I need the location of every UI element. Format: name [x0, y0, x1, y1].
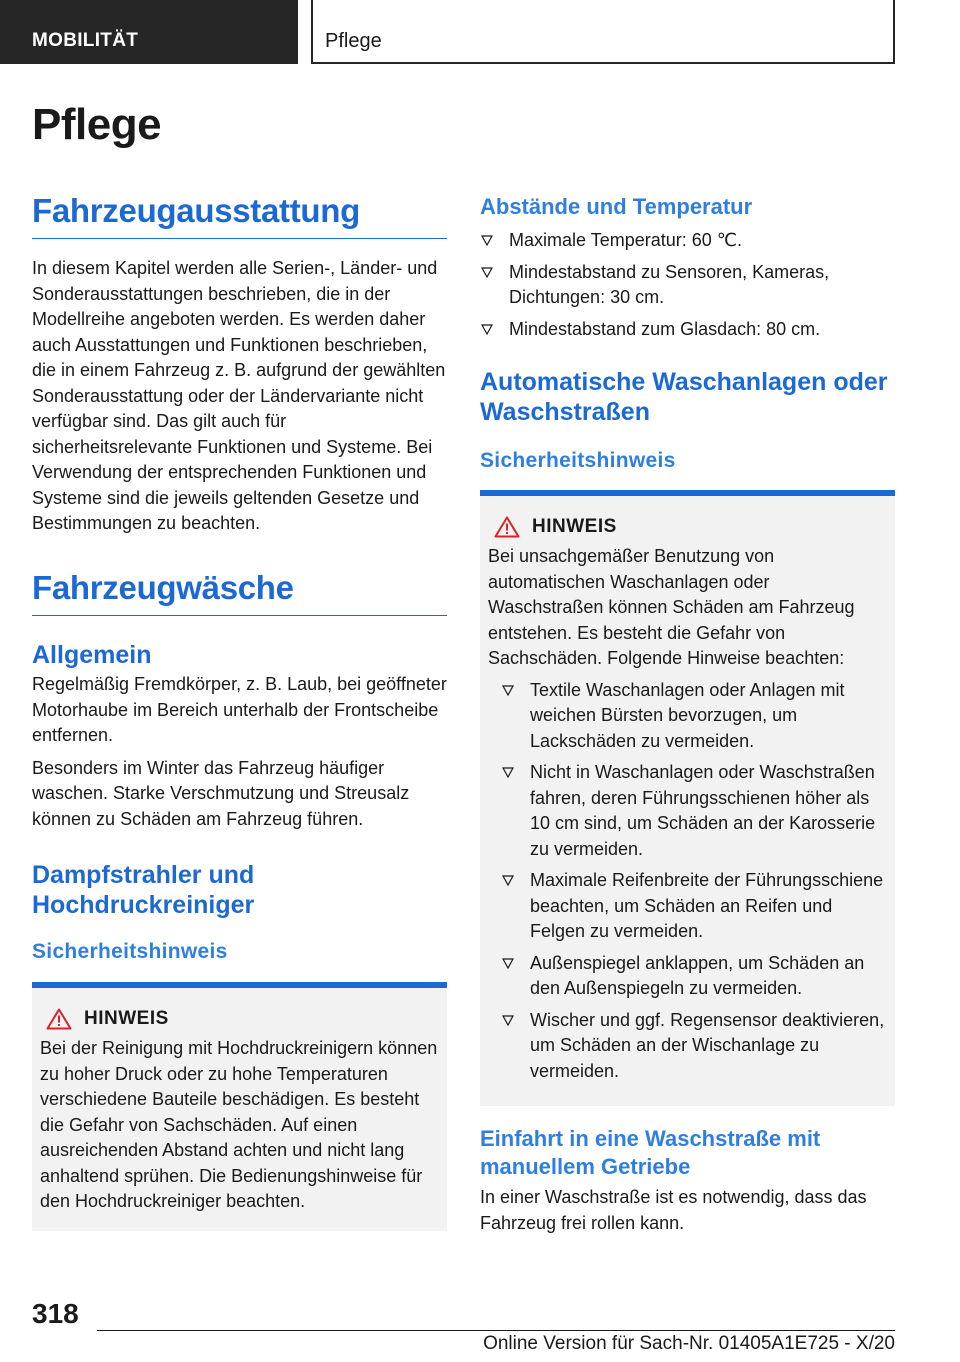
- allgemein-text-2: Besonders im Winter das Fahrzeug häufiger waschen. Starke Verschmutzung und Streusalz können zu Schäden am Fahrzeug führen.: [32, 757, 410, 829]
- fahrzeugausstattung-text: In diesem Kapitel werden alle Serien-, Länder- und Sonderausstattungen beschrieben, die in der Modellreihe angeboten werden. Es werden daher auch Ausstattungen und Funktionen beschrieben, die in einem Fahrzeug z. B. aufgrund der gewählten Sonderausstattung oder der Ländervariante nicht verfügbar sind. Das gilt auch für sicherheitsrelevante Funktionen und Systeme. Bei Verwendung der entsprechenden Funktionen und Systeme sind die jeweils geltenden Gesetze und Bestimmungen zu beachten.: [32, 258, 446, 533]
- einfahrt-section: [480, 1125, 895, 1236]
- section-tab: MOBILITÄT: [0, 0, 298, 64]
- fahrzeugausstattung-heading: Fahrzeugausstattung: [32, 192, 447, 239]
- notice-label: HINWEIS: [532, 516, 617, 537]
- waschanlagen-heading: Automatische Waschanlagen oder Waschstraßen: [480, 368, 888, 426]
- page-number: 318: [32, 1298, 79, 1329]
- list-item: Wischer und ggf. Regensensor deaktivieren, um Schäden an der Wischanlage zu vermeiden.: [501, 1008, 886, 1085]
- footer-text: Online Version für Sach-Nr. 01405A1E725 - X/20: [483, 1333, 895, 1354]
- triangle-bullet-icon: [481, 267, 493, 279]
- triangle-bullet-icon: [502, 1015, 514, 1027]
- einfahrt-text: In einer Waschstraße ist es notwendig, dass das Fahrzeug frei rollen kann.: [480, 1187, 867, 1233]
- list-item: Mindestabstand zu Sensoren, Kameras, Dichtungen: 30 cm.: [480, 260, 895, 311]
- triangle-bullet-icon: [481, 235, 493, 247]
- list-item: Textile Waschanlagen oder Anlagen mit weichen Bürsten bevorzugen, um Lackschäden zu vermeiden.: [501, 678, 886, 755]
- list-item: Maximale Temperatur: 60 ℃.: [480, 228, 895, 254]
- notice-label: HINWEIS: [84, 1008, 169, 1029]
- chapter-tab: Pflege: [311, 0, 895, 64]
- fahrzeugwaesche-heading: Fahrzeugwäsche: [32, 569, 447, 616]
- dampfstrahler-safety-heading: Sicherheitshinweis: [32, 940, 228, 963]
- allgemein-heading: Allgemein: [32, 641, 152, 669]
- abstaende-heading: Abstände und Temperatur: [480, 194, 753, 219]
- triangle-bullet-icon: [502, 958, 514, 970]
- dampfstrahler-heading: Dampfstrahler und Hochdruckreiniger: [32, 861, 255, 919]
- triangle-bullet-icon: [502, 875, 514, 887]
- notice-text: Bei unsachgemäßer Benutzung von automatischen Waschanlagen oder Waschstraßen können Schäden am Fahrzeug entstehen. Es besteht die Gefahr von Sachschäden. Folgende Hinweise beachten:: [488, 546, 855, 668]
- fahrzeugausstattung-section: [32, 192, 447, 537]
- waschanlagen-notice: [480, 490, 895, 1106]
- triangle-bullet-icon: [502, 767, 514, 779]
- notice-text: Bei der Reinigung mit Hochdruckreinigern können zu hoher Druck oder zu hohe Temperaturen verschiedene Bauteile beschädigen. Es besteht die Gefahr von Sachschäden. Auf einen ausreichenden Abstand achten und nicht lang anhaltend sprühen. Die Bedienungshinweise für den Hochdruckreiniger beachten.: [40, 1038, 438, 1211]
- list-item: Mindestabstand zum Glasdach: 80 cm.: [480, 317, 895, 343]
- abstaende-section: [480, 193, 895, 348]
- warning-icon: [46, 1008, 72, 1030]
- abstaende-list: [480, 228, 895, 342]
- allgemein-text-1: Regelmäßig Fremdkörper, z. B. Laub, bei geöffneter Motorhaube im Bereich unterhalb der Frontscheibe entfernen.: [32, 674, 447, 745]
- footer-divider: [97, 1330, 895, 1331]
- warning-icon: [494, 516, 520, 538]
- waschanlagen-section: [480, 367, 895, 474]
- triangle-bullet-icon: [481, 324, 493, 336]
- list-item: Nicht in Waschanlagen oder Waschstraßen fahren, deren Führungsschienen höher als 10 cm sind, um Schäden an der Karosserie zu vermeiden.: [501, 760, 886, 862]
- triangle-bullet-icon: [502, 685, 514, 697]
- allgemein-section: [32, 640, 447, 832]
- fahrzeugwaesche-section: [32, 569, 447, 616]
- list-item: Außenspiegel anklappen, um Schäden an den Außenspiegeln zu vermeiden.: [501, 951, 886, 1002]
- waschanlagen-safety-heading: Sicherheitshinweis: [480, 449, 676, 472]
- waschanlagen-list: [488, 678, 886, 1085]
- dampfstrahler-section: [32, 860, 447, 965]
- einfahrt-heading: Einfahrt in eine Waschstraße mit manuellem Getriebe: [480, 1126, 821, 1179]
- list-item: Maximale Reifenbreite der Führungsschiene beachten, um Schäden an Reifen und Felgen zu vermeiden.: [501, 868, 886, 945]
- page-title: Pflege: [32, 100, 162, 149]
- dampfstrahler-notice: [32, 982, 447, 1231]
